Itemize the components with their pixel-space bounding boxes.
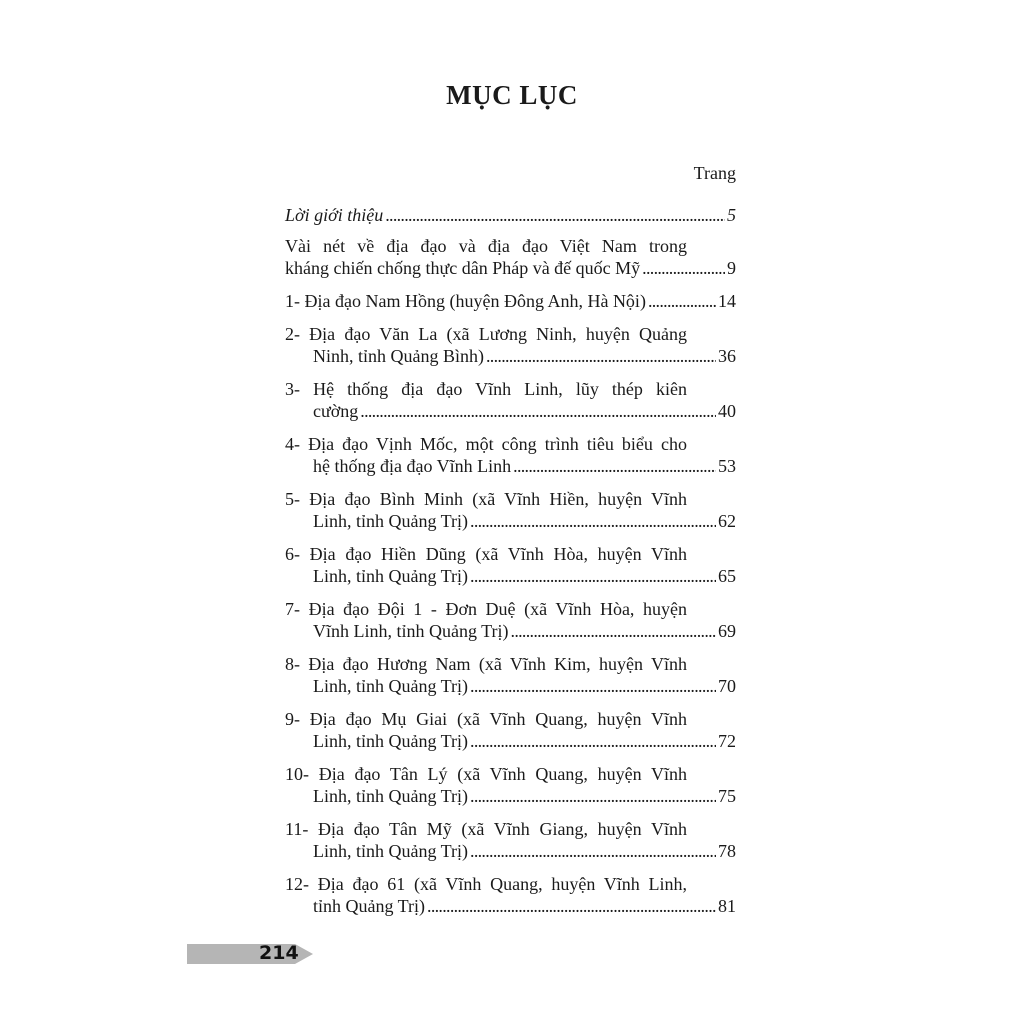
toc-entry-line [285, 730, 736, 752]
toc-entry-text: hệ thống địa đạo Vĩnh Linh [313, 456, 512, 476]
toc-entry-line [285, 785, 736, 807]
toc-entry-page: 65 [718, 566, 736, 586]
toc-entry-line: 6- Địa đạo Hiền Dũng (xã Vĩnh Hòa, huyện Vĩnh [285, 544, 687, 564]
toc-entry [285, 204, 736, 226]
dot-leader [470, 730, 716, 752]
toc-entry-line [285, 257, 736, 279]
toc-entry-line [285, 675, 736, 697]
toc-entry-page: 69 [718, 621, 736, 641]
toc-entry-line: 9- Địa đạo Mụ Giai (xã Vĩnh Quang, huyện Vĩnh [285, 709, 687, 729]
table-of-contents [285, 204, 736, 928]
toc-entry-line [285, 840, 736, 862]
toc-entry-text: Lời giới thiệu [285, 205, 384, 225]
toc-entry-text: Linh, tỉnh Quảng Trị) [313, 731, 469, 751]
toc-entry [285, 543, 736, 587]
toc-entry [285, 433, 736, 477]
dot-leader [385, 204, 725, 226]
toc-entry-page: 40 [718, 401, 736, 421]
toc-entry-line [285, 895, 736, 917]
toc-entry-text: Linh, tỉnh Quảng Trị) [313, 786, 469, 806]
toc-entry-line [285, 345, 736, 367]
dot-leader [470, 840, 716, 862]
toc-entry-line [285, 455, 736, 477]
toc-entry-line: 5- Địa đạo Bình Minh (xã Vĩnh Hiền, huyện Vĩnh [285, 489, 687, 509]
dot-leader [470, 675, 716, 697]
toc-entry-page: 14 [718, 291, 736, 311]
toc-entry [285, 763, 736, 807]
toc-entry-text: 1- Địa đạo Nam Hồng (huyện Đông Anh, Hà Nội) [285, 291, 646, 311]
dot-leader [427, 895, 716, 917]
toc-entry-line [285, 204, 736, 226]
toc-entry-line [285, 620, 736, 642]
toc-entry [285, 488, 736, 532]
dot-leader [648, 290, 716, 312]
toc-entry [285, 708, 736, 752]
dot-leader [470, 785, 716, 807]
dot-leader [360, 400, 716, 422]
toc-entry-text: Vĩnh Linh, tỉnh Quảng Trị) [313, 621, 509, 641]
dot-leader [642, 257, 725, 279]
toc-entry-line: 4- Địa đạo Vịnh Mốc, một công trình tiêu biểu cho [285, 434, 687, 454]
toc-entry-text: tỉnh Quảng Trị) [313, 896, 426, 916]
toc-entry-line [285, 565, 736, 587]
toc-entry-text: Linh, tỉnh Quảng Trị) [313, 676, 469, 696]
dot-leader [470, 510, 716, 532]
page-column-header: Trang [693, 163, 736, 183]
page-number-tab [187, 940, 315, 968]
toc-entry [285, 818, 736, 862]
toc-entry-text: Linh, tỉnh Quảng Trị) [313, 841, 469, 861]
toc-entry [285, 378, 736, 422]
dot-leader [511, 620, 716, 642]
toc-entry [285, 598, 736, 642]
toc-entry-line: 2- Địa đạo Văn La (xã Lương Ninh, huyện Quảng [285, 324, 687, 344]
toc-entry-line: 3- Hệ thống địa đạo Vĩnh Linh, lũy thép kiên [285, 379, 687, 399]
toc-entry-page: 5 [727, 205, 736, 225]
toc-entry-line: Vài nét về địa đạo và địa đạo Việt Nam trong [285, 236, 687, 256]
toc-entry [285, 235, 736, 279]
toc-entry [285, 290, 736, 312]
toc-entry-line [285, 400, 736, 422]
dot-leader [486, 345, 716, 367]
dot-leader [513, 455, 716, 477]
toc-entry-page: 9 [727, 258, 736, 278]
toc-entry-text: Linh, tỉnh Quảng Trị) [313, 566, 469, 586]
toc-entry-page: 62 [718, 511, 736, 531]
toc-entry-page: 78 [718, 841, 736, 861]
toc-entry [285, 323, 736, 367]
toc-entry-line: 11- Địa đạo Tân Mỹ (xã Vĩnh Giang, huyện Vĩnh [285, 819, 687, 839]
toc-entry-line: 10- Địa đạo Tân Lý (xã Vĩnh Quang, huyện Vĩnh [285, 764, 687, 784]
toc-entry-line [285, 290, 736, 312]
toc-entry-page: 53 [718, 456, 736, 476]
dot-leader [470, 565, 716, 587]
toc-entry-line: 12- Địa đạo 61 (xã Vĩnh Quang, huyện Vĩnh Linh, [285, 874, 687, 894]
toc-entry-line: 8- Địa đạo Hương Nam (xã Vĩnh Kim, huyện Vĩnh [285, 654, 687, 674]
toc-entry-page: 75 [718, 786, 736, 806]
toc-entry [285, 653, 736, 697]
toc-entry-page: 70 [718, 676, 736, 696]
toc-entry-page: 81 [718, 896, 736, 916]
page-number: 214 [259, 942, 299, 964]
toc-entry-text: cường [313, 401, 359, 421]
toc-entry-text: Linh, tỉnh Quảng Trị) [313, 511, 469, 531]
toc-entry [285, 873, 736, 917]
toc-entry-text: kháng chiến chống thực dân Pháp và đế quốc Mỹ [285, 258, 641, 278]
toc-entry-page: 36 [718, 346, 736, 366]
toc-entry-line [285, 510, 736, 532]
toc-entry-line: 7- Địa đạo Đội 1 - Đơn Duệ (xã Vĩnh Hòa, huyện [285, 599, 687, 619]
toc-entry-page: 72 [718, 731, 736, 751]
toc-entry-text: Ninh, tỉnh Quảng Bình) [313, 346, 484, 366]
page-title: MỤC LỤC [446, 80, 578, 110]
